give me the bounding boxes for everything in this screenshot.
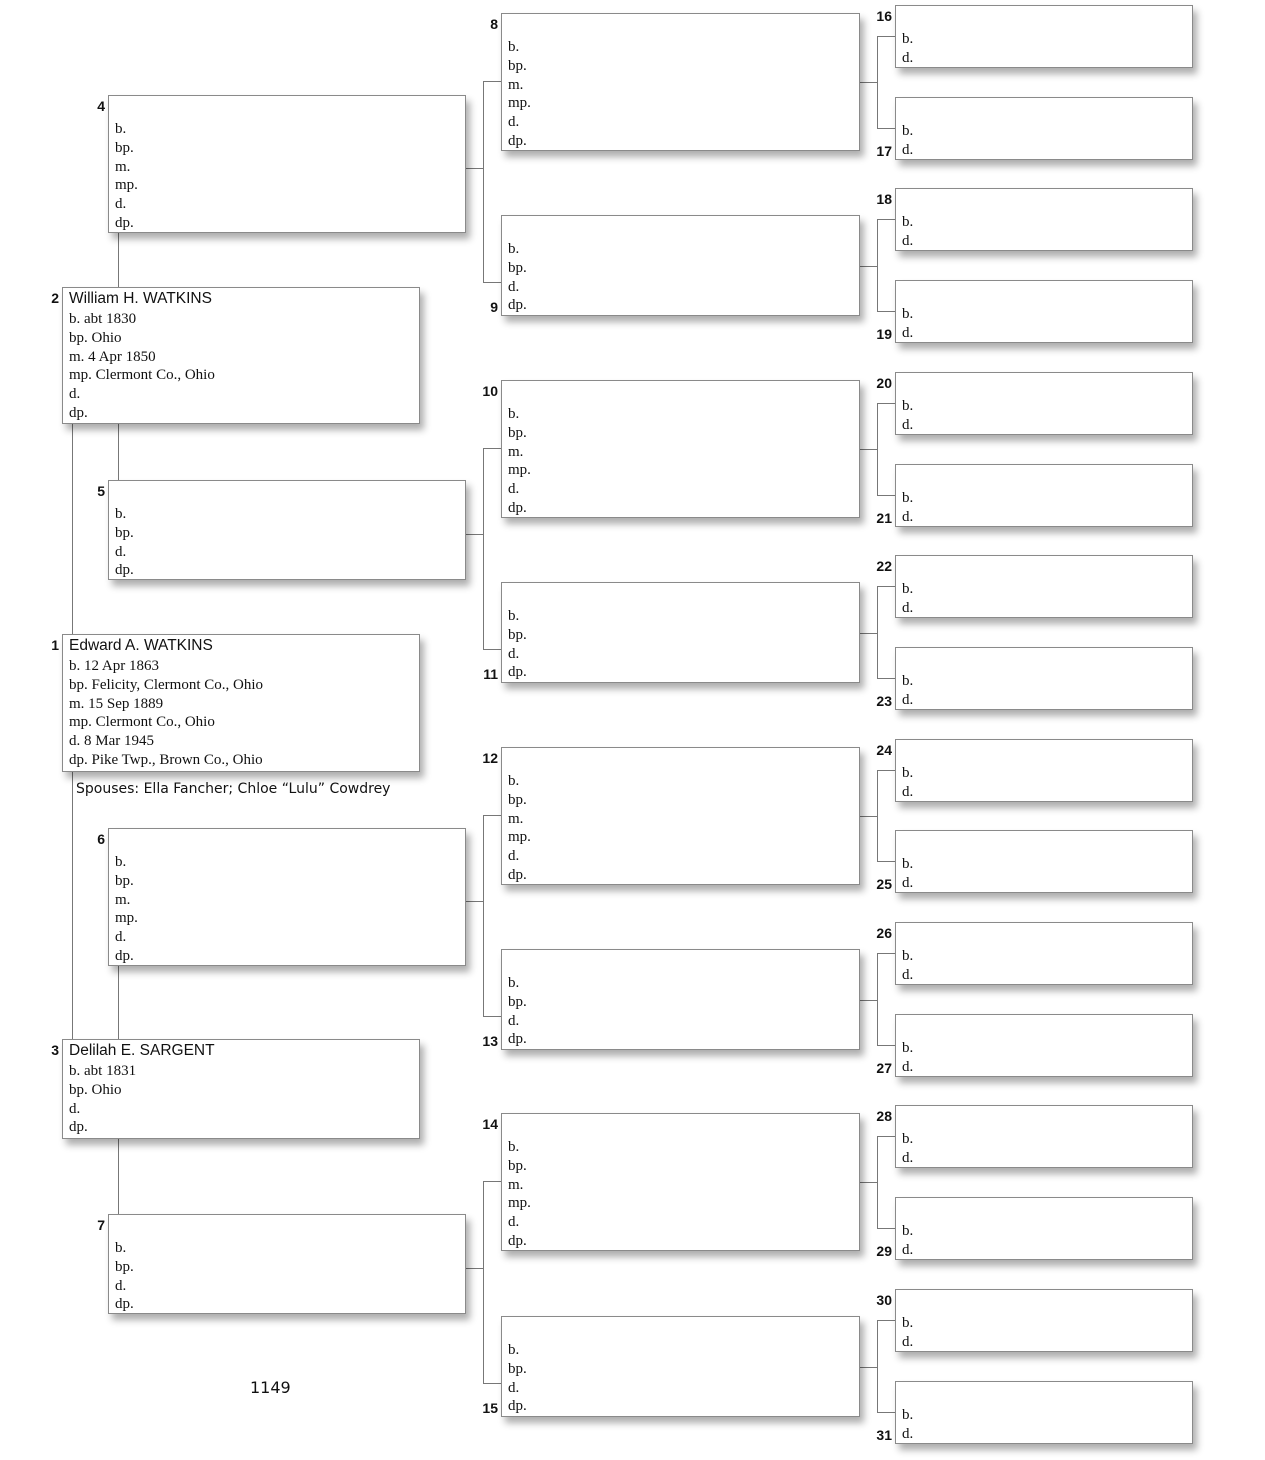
person-field: mp. bbox=[115, 910, 138, 927]
person-name: Edward A. WATKINS bbox=[69, 637, 213, 654]
connector-line bbox=[860, 266, 877, 267]
person-field: bp. bbox=[115, 872, 134, 889]
person-field: bp. bbox=[115, 524, 134, 541]
connector-line bbox=[877, 311, 895, 312]
person-field: mp. bbox=[115, 177, 138, 194]
person-fields bbox=[902, 1222, 913, 1260]
person-fields bbox=[902, 1130, 913, 1168]
person-field: m. bbox=[115, 891, 131, 908]
person-box-8[interactable] bbox=[501, 13, 860, 151]
person-number: 9 bbox=[490, 299, 498, 315]
person-field: b. bbox=[902, 1040, 914, 1056]
person-fields bbox=[508, 974, 527, 1049]
person-number: 13 bbox=[482, 1033, 498, 1049]
person-field: d. bbox=[508, 1214, 520, 1231]
person-number: 7 bbox=[97, 1217, 105, 1233]
connector-line bbox=[877, 586, 878, 678]
person-field: mp. bbox=[508, 1195, 531, 1212]
connector-line bbox=[860, 1367, 877, 1368]
person-number: 11 bbox=[483, 666, 498, 682]
person-box-10[interactable] bbox=[501, 380, 860, 518]
person-fields bbox=[115, 853, 138, 966]
person-fields bbox=[902, 122, 913, 160]
person-field: mp. Clermont Co., Ohio bbox=[69, 367, 215, 384]
person-box-3[interactable] bbox=[62, 1039, 420, 1139]
connector-line bbox=[877, 953, 895, 954]
connector-line bbox=[877, 1412, 895, 1413]
connector-line bbox=[877, 861, 895, 862]
person-field: d. bbox=[508, 645, 520, 662]
connector-line bbox=[483, 81, 501, 82]
person-box-17[interactable] bbox=[895, 97, 1193, 160]
person-field: d. bbox=[902, 324, 914, 341]
connector-line bbox=[483, 815, 484, 1016]
person-box-7[interactable] bbox=[108, 1214, 466, 1314]
person-fields bbox=[902, 305, 913, 343]
person-box-6[interactable] bbox=[108, 828, 466, 966]
person-field: bp. bbox=[508, 626, 527, 643]
person-box-25[interactable] bbox=[895, 830, 1193, 893]
person-field: d. bbox=[902, 416, 914, 433]
person-field: b. bbox=[902, 1131, 914, 1147]
person-fields bbox=[508, 607, 527, 682]
person-field: d. bbox=[69, 386, 81, 403]
person-fields bbox=[508, 38, 531, 151]
person-fields bbox=[902, 855, 913, 893]
person-box-27[interactable] bbox=[895, 1014, 1193, 1077]
person-field: b. bbox=[508, 975, 520, 991]
person-box-30[interactable] bbox=[895, 1289, 1193, 1352]
person-number: 5 bbox=[97, 483, 105, 499]
person-fields bbox=[508, 240, 527, 315]
person-box-24[interactable] bbox=[895, 739, 1193, 802]
connector-line bbox=[877, 1136, 878, 1228]
connector-line bbox=[860, 449, 877, 450]
connector-line bbox=[118, 424, 119, 480]
person-fields bbox=[508, 1341, 527, 1416]
connector-line bbox=[877, 36, 878, 128]
person-field: d. bbox=[902, 691, 914, 708]
person-field: b. abt 1830 bbox=[69, 311, 137, 327]
person-field: m. bbox=[115, 158, 131, 175]
person-field: b. bbox=[902, 673, 914, 689]
person-fields bbox=[902, 947, 913, 985]
person-box-4[interactable] bbox=[108, 95, 466, 233]
person-field: dp. bbox=[508, 1232, 527, 1249]
person-name: Delilah E. SARGENT bbox=[69, 1042, 215, 1059]
connector-line bbox=[483, 1016, 501, 1017]
connector-line bbox=[466, 168, 483, 169]
connector-line bbox=[483, 1181, 484, 1383]
person-fields bbox=[902, 580, 913, 618]
connector-line bbox=[877, 219, 895, 220]
connector-line bbox=[118, 233, 119, 287]
person-number: 19 bbox=[876, 326, 892, 342]
person-fields bbox=[508, 405, 531, 518]
person-field: b. bbox=[508, 608, 520, 624]
person-box-2[interactable] bbox=[62, 287, 420, 424]
connector-line bbox=[877, 36, 895, 37]
person-fields bbox=[115, 120, 138, 233]
person-field: d. bbox=[115, 196, 127, 213]
person-number: 16 bbox=[876, 8, 892, 24]
person-box-20[interactable] bbox=[895, 372, 1193, 435]
person-field: b. bbox=[902, 1315, 914, 1331]
person-number: 12 bbox=[482, 750, 498, 766]
person-number: 6 bbox=[97, 831, 105, 847]
person-fields bbox=[902, 397, 913, 435]
person-field: b. bbox=[902, 948, 914, 964]
person-field: b. bbox=[902, 31, 914, 47]
person-field: m. bbox=[508, 810, 524, 827]
person-field: mp. bbox=[508, 829, 531, 846]
person-box-26[interactable] bbox=[895, 922, 1193, 985]
person-number: 3 bbox=[51, 1042, 59, 1058]
person-field: bp. bbox=[115, 139, 134, 156]
connector-line bbox=[860, 1182, 877, 1183]
person-field: m. 15 Sep 1889 bbox=[69, 695, 164, 712]
person-fields bbox=[69, 657, 263, 770]
person-number: 8 bbox=[490, 16, 498, 32]
person-box-12[interactable] bbox=[501, 747, 860, 885]
person-field: b. bbox=[508, 1342, 520, 1358]
person-fields bbox=[902, 1039, 913, 1077]
person-field: d. bbox=[508, 481, 520, 498]
person-field: b. bbox=[902, 306, 914, 322]
person-fields bbox=[902, 672, 913, 710]
person-field: dp. bbox=[508, 132, 527, 149]
page-number: 1149 bbox=[250, 1378, 291, 1397]
person-field: b. bbox=[902, 490, 914, 506]
connector-line bbox=[877, 1320, 878, 1412]
person-field: dp. bbox=[69, 404, 88, 421]
person-field: dp. bbox=[508, 297, 527, 314]
connector-line bbox=[860, 1000, 877, 1001]
person-number: 30 bbox=[876, 1292, 892, 1308]
connector-line bbox=[877, 1045, 895, 1046]
connector-line bbox=[118, 1139, 119, 1214]
person-number: 4 bbox=[97, 98, 105, 114]
person-field: dp. bbox=[508, 664, 527, 681]
person-field: d. bbox=[902, 966, 914, 983]
connector-line bbox=[483, 81, 484, 282]
person-number: 20 bbox=[876, 375, 892, 391]
person-field: dp. bbox=[508, 499, 527, 516]
person-field: mp. bbox=[508, 95, 531, 112]
person-number: 25 bbox=[876, 876, 892, 892]
person-number: 14 bbox=[482, 1116, 498, 1132]
connector-line bbox=[483, 448, 501, 449]
person-field: m. bbox=[508, 76, 524, 93]
person-number: 2 bbox=[51, 290, 59, 306]
person-box-13[interactable] bbox=[501, 949, 860, 1050]
person-field: dp. bbox=[508, 866, 527, 883]
connector-line bbox=[483, 282, 501, 283]
person-field: d. bbox=[902, 508, 914, 525]
connector-line bbox=[877, 495, 895, 496]
person-field: bp. bbox=[508, 57, 527, 74]
person-field: mp. Clermont Co., Ohio bbox=[69, 714, 215, 731]
connector-line bbox=[483, 815, 501, 816]
person-box-22[interactable] bbox=[895, 555, 1193, 618]
person-number: 31 bbox=[876, 1427, 892, 1443]
person-field: b. bbox=[508, 406, 520, 422]
person-name: William H. WATKINS bbox=[69, 290, 212, 307]
person-fields bbox=[902, 1314, 913, 1352]
person-box-28[interactable] bbox=[895, 1105, 1193, 1168]
person-field: d. bbox=[115, 543, 127, 560]
person-number: 21 bbox=[876, 510, 892, 526]
person-field: d. bbox=[508, 848, 520, 865]
person-field: b. bbox=[902, 765, 914, 781]
person-number: 18 bbox=[876, 191, 892, 207]
person-fields bbox=[508, 772, 531, 885]
person-fields bbox=[115, 505, 134, 580]
person-field: dp. bbox=[115, 947, 134, 964]
person-box-21[interactable] bbox=[895, 464, 1193, 527]
person-field: b. bbox=[902, 1223, 914, 1239]
person-field: d. bbox=[902, 783, 914, 800]
connector-line bbox=[877, 403, 895, 404]
person-field: d. bbox=[508, 278, 520, 295]
person-field: d. bbox=[902, 1333, 914, 1350]
person-box-11[interactable] bbox=[501, 582, 860, 683]
person-field: d. bbox=[508, 1379, 520, 1396]
connector-line bbox=[877, 953, 878, 1045]
connector-line bbox=[877, 403, 878, 495]
person-fields bbox=[902, 30, 913, 68]
person-number: 17 bbox=[876, 143, 892, 159]
person-fields bbox=[508, 1138, 531, 1251]
person-number: 26 bbox=[876, 925, 892, 941]
person-number: 23 bbox=[876, 693, 892, 709]
person-field: dp. bbox=[115, 1296, 134, 1313]
person-field: b. bbox=[508, 39, 520, 55]
person-field: b. bbox=[508, 773, 520, 789]
person-fields bbox=[115, 1239, 134, 1314]
person-box-5[interactable] bbox=[108, 480, 466, 580]
person-number: 29 bbox=[876, 1243, 892, 1259]
person-field: b. bbox=[115, 854, 127, 870]
person-field: d. bbox=[69, 1100, 81, 1117]
connector-line bbox=[877, 1320, 895, 1321]
person-field: b. bbox=[508, 241, 520, 257]
person-field: bp. bbox=[508, 1157, 527, 1174]
person-field: m. 4 Apr 1850 bbox=[69, 348, 156, 365]
person-field: b. bbox=[902, 581, 914, 597]
spouses-note: Spouses: Ella Fancher; Chloe “Lulu” Cowdrey bbox=[76, 781, 391, 797]
person-fields bbox=[69, 1062, 136, 1137]
connector-line bbox=[860, 633, 877, 634]
person-field: b. bbox=[902, 398, 914, 414]
connector-line bbox=[877, 586, 895, 587]
connector-line bbox=[877, 770, 878, 861]
person-field: d. bbox=[902, 599, 914, 616]
connector-line bbox=[483, 1383, 501, 1384]
person-field: d. bbox=[902, 232, 914, 249]
person-field: bp. bbox=[508, 424, 527, 441]
connector-line bbox=[483, 649, 501, 650]
person-field: m. bbox=[508, 1176, 524, 1193]
connector-line bbox=[466, 901, 483, 902]
connector-line bbox=[860, 82, 877, 83]
person-field: b. bbox=[115, 1240, 127, 1256]
person-box-14[interactable] bbox=[501, 1113, 860, 1251]
person-field: dp. bbox=[508, 1398, 527, 1415]
person-field: d. bbox=[902, 1241, 914, 1258]
connector-line bbox=[118, 966, 119, 1039]
connector-line bbox=[877, 1136, 895, 1137]
person-field: b. abt 1831 bbox=[69, 1063, 137, 1079]
person-field: dp. bbox=[115, 214, 134, 231]
person-field: b. bbox=[508, 1139, 520, 1155]
person-field: d. bbox=[902, 1058, 914, 1075]
person-field: d. bbox=[508, 1012, 520, 1029]
person-number: 10 bbox=[482, 383, 498, 399]
person-number: 28 bbox=[876, 1108, 892, 1124]
person-field: bp. bbox=[508, 993, 527, 1010]
person-field: mp. bbox=[508, 462, 531, 479]
person-field: d. 8 Mar 1945 bbox=[69, 733, 154, 750]
person-box-18[interactable] bbox=[895, 188, 1193, 251]
person-fields bbox=[902, 489, 913, 527]
person-box-16[interactable] bbox=[895, 5, 1193, 68]
person-field: bp. bbox=[508, 259, 527, 276]
connector-line bbox=[877, 678, 895, 679]
connector-line bbox=[483, 448, 484, 649]
connector-line bbox=[72, 424, 73, 639]
connector-line bbox=[466, 534, 483, 535]
person-number: 15 bbox=[482, 1400, 498, 1416]
person-fields bbox=[902, 764, 913, 802]
person-box-23[interactable] bbox=[895, 647, 1193, 710]
person-box-29[interactable] bbox=[895, 1197, 1193, 1260]
connector-line bbox=[466, 1268, 483, 1269]
person-field: d. bbox=[115, 1277, 127, 1294]
person-field: bp. bbox=[508, 791, 527, 808]
person-field: b. bbox=[902, 856, 914, 872]
person-field: b. bbox=[115, 506, 127, 522]
person-field: m. bbox=[508, 443, 524, 460]
person-number: 1 bbox=[51, 637, 59, 653]
connector-line bbox=[860, 816, 877, 817]
person-number: 27 bbox=[876, 1060, 892, 1076]
person-number: 24 bbox=[876, 742, 892, 758]
person-field: dp. bbox=[508, 1031, 527, 1048]
person-field: dp. Pike Twp., Brown Co., Ohio bbox=[69, 751, 263, 768]
person-field: b. bbox=[902, 123, 914, 139]
person-field: d. bbox=[508, 114, 520, 131]
connector-line bbox=[72, 772, 73, 1039]
person-field: d. bbox=[902, 1425, 914, 1442]
connector-line bbox=[877, 770, 895, 771]
person-field: bp. Felicity, Clermont Co., Ohio bbox=[69, 676, 264, 693]
person-box-9[interactable] bbox=[501, 215, 860, 316]
person-box-15[interactable] bbox=[501, 1316, 860, 1417]
person-field: bp. Ohio bbox=[69, 1081, 122, 1098]
person-field: dp. bbox=[115, 562, 134, 579]
person-fields bbox=[902, 1406, 913, 1444]
person-field: bp. bbox=[508, 1360, 527, 1377]
person-field: b. 12 Apr 1863 bbox=[69, 658, 159, 674]
person-field: d. bbox=[902, 1149, 914, 1166]
person-fields bbox=[902, 213, 913, 251]
person-field: d. bbox=[902, 874, 914, 891]
person-field: b. bbox=[902, 1407, 914, 1423]
person-field: dp. bbox=[69, 1119, 88, 1136]
person-fields bbox=[69, 310, 215, 423]
person-number: 22 bbox=[876, 558, 892, 574]
person-box-19[interactable] bbox=[895, 280, 1193, 343]
connector-line bbox=[877, 219, 878, 311]
person-field: d. bbox=[902, 141, 914, 158]
person-field: bp. Ohio bbox=[69, 329, 122, 346]
person-field: b. bbox=[115, 121, 127, 137]
connector-line bbox=[877, 128, 895, 129]
person-field: d. bbox=[902, 49, 914, 66]
person-field: d. bbox=[115, 929, 127, 946]
person-box-31[interactable] bbox=[895, 1381, 1193, 1444]
person-field: bp. bbox=[115, 1258, 134, 1275]
person-field: b. bbox=[902, 214, 914, 230]
person-box-1[interactable] bbox=[62, 634, 420, 772]
connector-line bbox=[877, 1228, 895, 1229]
connector-line bbox=[483, 1181, 501, 1182]
